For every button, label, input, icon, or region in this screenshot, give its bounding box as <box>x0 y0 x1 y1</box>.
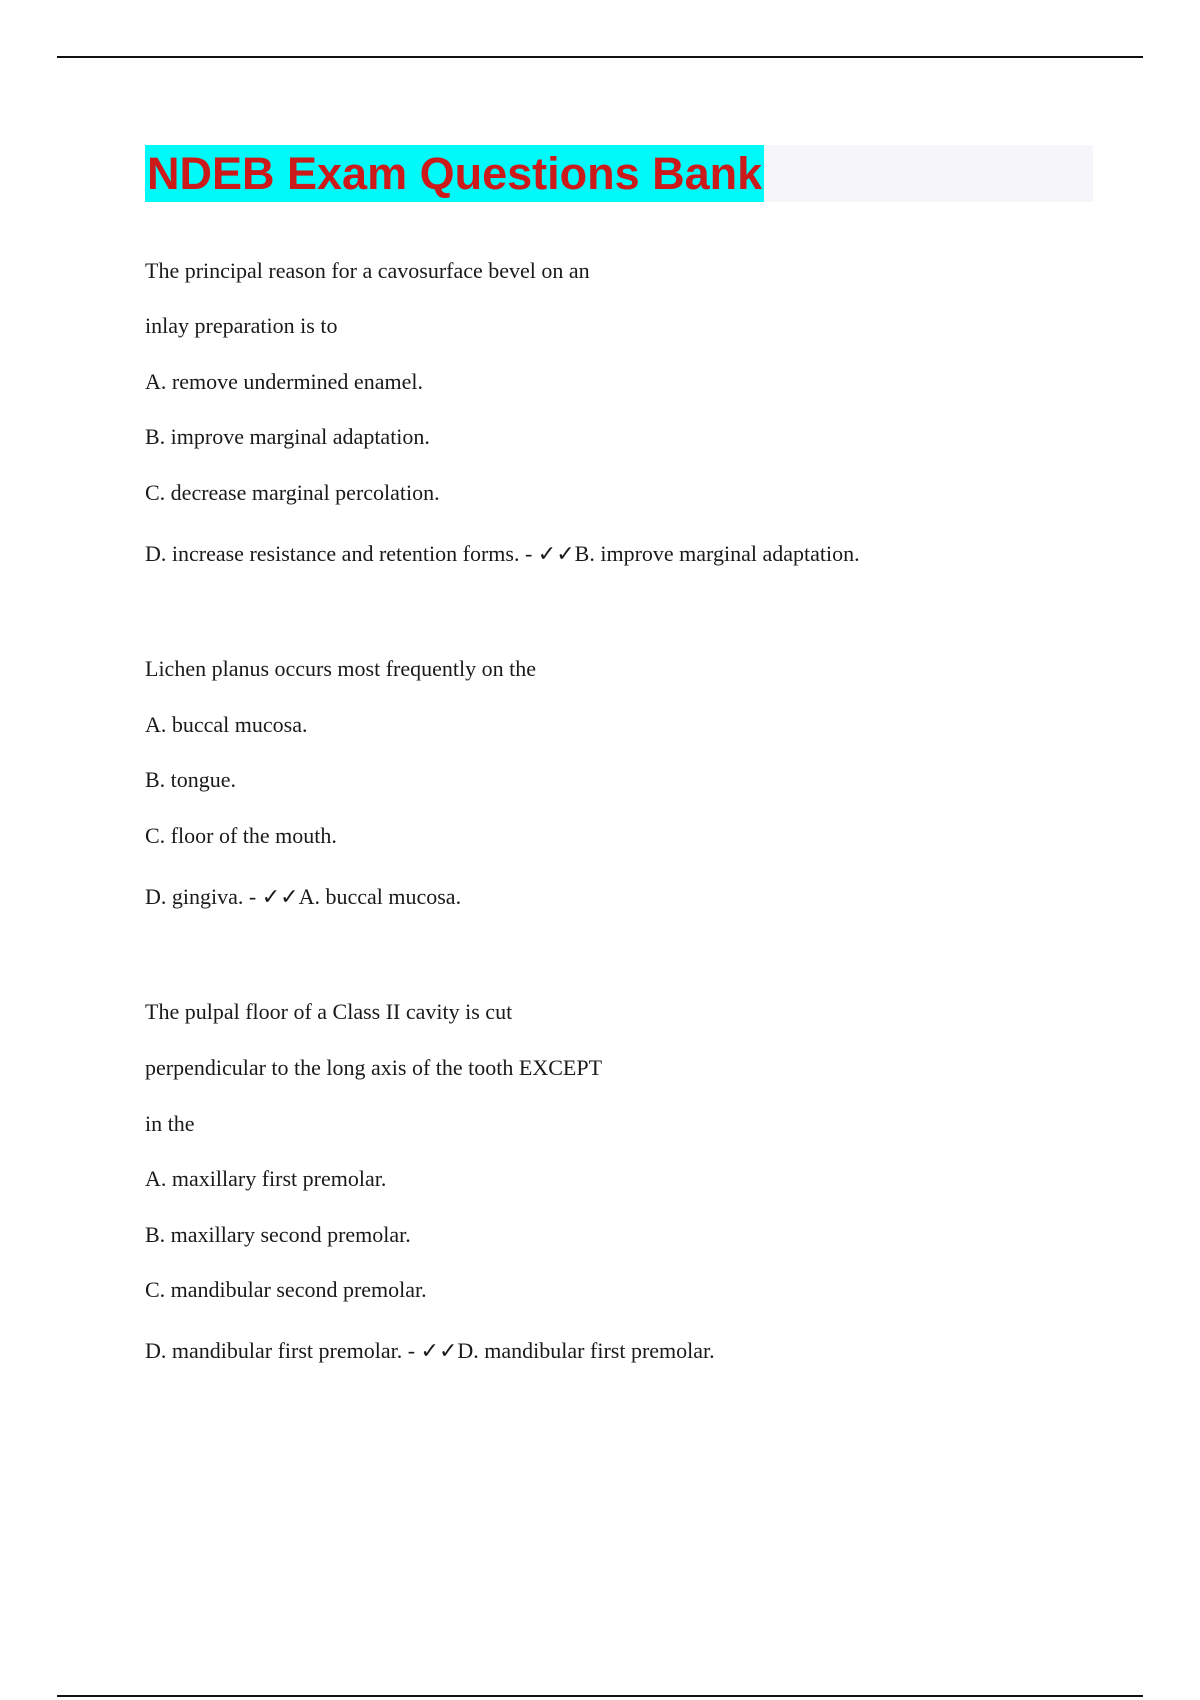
answer-option-d: D. mandibular first premolar. - <box>145 1338 421 1363</box>
answer-option-with-key <box>145 1337 715 1366</box>
question-stem-line: in the <box>145 1111 195 1136</box>
footer-rule <box>57 1695 1143 1697</box>
correct-answer: A. buccal mucosa. <box>298 884 462 909</box>
double-check-icon: ✓✓ <box>261 885 299 910</box>
question-stem-line: perpendicular to the long axis of the tooth EXCEPT <box>145 1055 603 1080</box>
question-stem-line: Lichen planus occurs most frequently on the <box>145 656 537 681</box>
answer-option-d: D. gingiva. - <box>145 884 262 909</box>
answer-option-with-key <box>145 883 461 912</box>
header-rule <box>57 56 1143 58</box>
question-stem-line: The pulpal floor of a Class II cavity is cut <box>145 999 513 1024</box>
question-stem-line: inlay preparation is to <box>145 313 338 338</box>
answer-option: C. decrease marginal percolation. <box>145 480 440 505</box>
double-check-icon: ✓✓ <box>537 542 575 567</box>
answer-option-with-key <box>145 540 860 569</box>
answer-option: B. maxillary second premolar. <box>145 1222 411 1247</box>
answer-option: A. buccal mucosa. <box>145 712 308 737</box>
document-title: NDEB Exam Questions Bank <box>145 145 764 202</box>
answer-option: C. floor of the mouth. <box>145 823 337 848</box>
answer-option: A. maxillary first premolar. <box>145 1166 387 1191</box>
correct-answer: D. mandibular first premolar. <box>457 1338 715 1363</box>
answer-option: B. improve marginal adaptation. <box>145 424 430 449</box>
question-stem-line: The principal reason for a cavosurface bevel on an <box>145 258 590 283</box>
answer-option-d: D. increase resistance and retention forms. - <box>145 541 538 566</box>
answer-option: A. remove undermined enamel. <box>145 369 423 394</box>
correct-answer: B. improve marginal adaptation. <box>574 541 860 566</box>
answer-option: B. tongue. <box>145 767 237 792</box>
double-check-icon: ✓✓ <box>420 1339 458 1364</box>
answer-option: C. mandibular second premolar. <box>145 1277 427 1302</box>
